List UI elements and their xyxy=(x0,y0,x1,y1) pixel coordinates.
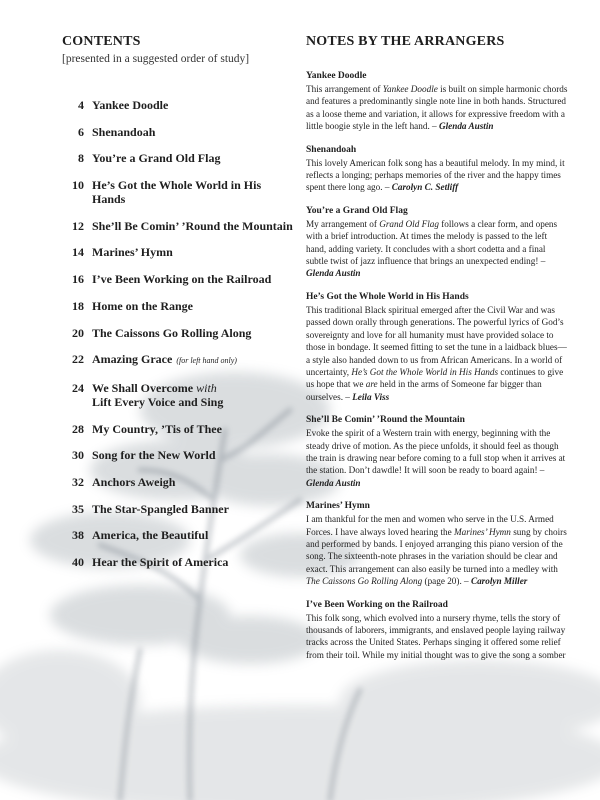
note-title: She’ll Be Comin’ ’Round the Mountain xyxy=(306,415,465,426)
contents-heading: CONTENTS xyxy=(62,34,141,49)
note-shenandoah xyxy=(306,144,568,194)
note-body xyxy=(306,612,568,662)
note-author: Carolyn Miller xyxy=(470,576,528,587)
notes-list xyxy=(306,70,568,661)
toc-item[interactable] xyxy=(62,502,294,516)
toc-page-number: 38 xyxy=(72,528,84,543)
note-italic: are xyxy=(365,379,378,390)
toc-title xyxy=(92,381,223,409)
toc-title: The Caissons Go Rolling Along xyxy=(92,325,252,340)
toc-title: She’ll Be Comin’ ’Round the Mountain xyxy=(92,218,293,233)
toc-title: You’re a Grand Old Flag xyxy=(92,151,221,166)
toc-page-number: 10 xyxy=(72,178,84,193)
toc-title: Shenandoah xyxy=(92,124,156,139)
note-text: My arrangement of xyxy=(306,218,380,229)
notes-heading: NOTES BY THE ARRANGERS xyxy=(306,34,505,49)
toc-title: My Country, ’Tis of Thee xyxy=(92,421,222,436)
contents-column xyxy=(62,34,294,582)
toc-title: He’s Got the Whole World in His Hands xyxy=(92,178,262,207)
toc-item[interactable] xyxy=(62,125,294,139)
toc-item[interactable] xyxy=(62,299,294,313)
note-text: This traditional Black spiritual emerged after the Civil War and was passed down orally through generations. The powerful lyrics of God’s sovereignty and love for all humanity must have provided solace to those in bondage. It seemed fitting to set the tune in a laidback blues—a style also handed down to us from African Americans. In a world of uncertainty, xyxy=(306,304,567,377)
note-text: continues to give us hope that we xyxy=(306,366,564,390)
note-author: Glenda Austin xyxy=(438,121,494,132)
note-title: You’re a Grand Old Flag xyxy=(306,205,408,216)
note-text: (page 20). – xyxy=(422,576,471,587)
toc-title-text-2: Lift Every Voice and Sing xyxy=(92,394,224,409)
toc-title: Home on the Range xyxy=(92,298,193,313)
toc-page-number: 35 xyxy=(72,501,84,516)
toc-page-number: 24 xyxy=(72,380,84,395)
toc-item[interactable] xyxy=(62,151,294,165)
note-title: Shenandoah xyxy=(306,144,357,155)
toc-title-text: We Shall Overcome xyxy=(92,380,194,395)
toc-page-number: 32 xyxy=(72,474,84,489)
toc-item[interactable] xyxy=(62,272,294,286)
note-text: I am thankful for the men and women who serve in the U.S. Armed Forces. I have always loved hearing the xyxy=(306,514,554,537)
contents-subheading: [presented in a suggested order of study] xyxy=(62,53,250,65)
toc-title: Yankee Doodle xyxy=(92,98,169,112)
note-grand-old-flag xyxy=(306,205,568,280)
toc-title: Song for the New World xyxy=(92,448,216,463)
note-author: Glenda Austin xyxy=(306,477,361,488)
note-author: Carolyn C. Setliff xyxy=(391,182,459,193)
note-text: held in the arms of Someone far bigger than ourselves. – xyxy=(306,379,542,402)
note-title: I’ve Been Working on the Railroad xyxy=(306,599,448,610)
note-text: This arrangement of xyxy=(306,84,383,94)
toc-page-number: 12 xyxy=(72,218,84,233)
note-italic: Marines’ Hymn xyxy=(453,526,511,537)
note-title: Marines’ Hymn xyxy=(306,501,370,512)
toc-item[interactable] xyxy=(62,178,294,206)
toc-item[interactable] xyxy=(62,98,294,112)
toc-with: with xyxy=(196,380,217,395)
note-body xyxy=(306,304,568,403)
notes-column xyxy=(306,34,568,672)
note-round-the-mountain xyxy=(306,414,568,489)
toc-page-number: 40 xyxy=(72,555,84,569)
note-author: Leila Viss xyxy=(352,391,390,402)
table-of-contents xyxy=(62,98,294,569)
note-text: Evoke the spirit of a Western train with energy, beginning with the steady drive of motion. As the piece unfolds, it should feel as though the train is drawing near before coming to a full stop when it arrives at the station. Don’t dawdle! It will soon be ready to board again! – xyxy=(306,428,566,476)
note-text: This lovely American folk song has a beautiful melody. In my mind, it reflects a longing; perhaps memories of the river and the happy times spent there long ago. – xyxy=(306,157,565,193)
toc-title-text: Amazing Grace xyxy=(92,352,173,367)
note-body xyxy=(306,218,568,280)
note-body xyxy=(306,513,568,587)
toc-item[interactable] xyxy=(62,555,294,569)
toc-title: The Star-Spangled Banner xyxy=(92,501,229,516)
toc-item[interactable] xyxy=(62,381,294,409)
toc-item[interactable] xyxy=(62,326,294,340)
toc-page-number: 28 xyxy=(72,421,84,436)
toc-item[interactable] xyxy=(62,422,294,436)
toc-page-number: 8 xyxy=(78,151,84,166)
toc-page-number: 14 xyxy=(72,245,84,260)
toc-item[interactable] xyxy=(62,448,294,462)
toc-item[interactable] xyxy=(62,352,294,368)
note-railroad xyxy=(306,599,568,662)
toc-title: Hear the Spirit of America xyxy=(92,555,229,569)
toc-title xyxy=(92,352,237,368)
note-yankee-doodle xyxy=(306,70,568,133)
toc-item[interactable] xyxy=(62,528,294,542)
toc-item[interactable] xyxy=(62,245,294,259)
note-italic: He’s Got the Whole World in His Hands xyxy=(351,366,499,377)
toc-item[interactable] xyxy=(62,475,294,489)
note-italic: Grand Old Flag xyxy=(379,218,439,229)
toc-page-number: 4 xyxy=(78,98,84,112)
note-body xyxy=(306,427,568,489)
note-text: This folk song, which evolved into a nursery rhyme, tells the story of thousands of laborers, immigrants, and enslaved people laying railway tracks across the United States. Perhaps singing it offered some relief from their toil. While my initial thought was to give the song a somber xyxy=(306,612,566,660)
note-whole-world xyxy=(306,291,568,403)
note-text: is built on simple harmonic chords and features a predominantly single note line in both hands. Structured as a loose theme and variation, it allows for expressive freedom with a little boogie style in the left hand. – xyxy=(306,84,568,132)
toc-page-number: 20 xyxy=(72,325,84,340)
toc-page-number: 18 xyxy=(72,298,84,313)
note-body xyxy=(306,83,568,133)
toc-title: America, the Beautiful xyxy=(92,528,209,543)
note-author: Glenda Austin xyxy=(306,268,361,279)
toc-page-number: 6 xyxy=(78,124,84,139)
toc-page-number: 22 xyxy=(72,352,84,367)
toc-title: Anchors Aweigh xyxy=(92,474,176,489)
toc-title: I’ve Been Working on the Railroad xyxy=(92,272,272,287)
note-marines-hymn xyxy=(306,500,568,587)
note-italic: Yankee Doodle xyxy=(382,84,438,94)
toc-note: (for left hand only) xyxy=(176,356,237,366)
toc-title: Marines’ Hymn xyxy=(92,245,173,260)
note-text: sung by choirs and performed by bands. I enjoyed arranging this piano version of the song. The sixteenth-note phrases in the variation should be clear and exact. This arrangement can also easily be turned into a medley with xyxy=(306,526,567,574)
note-text: follows a clear form, and opens with a brief introduction. At times the melody is passed to the left hand, adding variety. It concludes with a short codetta and a final subtle twist of jazz influence that brings an unexpected ending! – xyxy=(306,218,558,267)
toc-page-number: 16 xyxy=(72,272,84,287)
note-body xyxy=(306,157,568,194)
note-italic: The Caissons Go Rolling Along xyxy=(306,576,423,587)
note-title: He’s Got the Whole World in His Hands xyxy=(306,291,469,302)
toc-page-number: 30 xyxy=(72,448,84,463)
toc-item[interactable] xyxy=(62,219,294,233)
note-title: Yankee Doodle xyxy=(306,71,367,81)
